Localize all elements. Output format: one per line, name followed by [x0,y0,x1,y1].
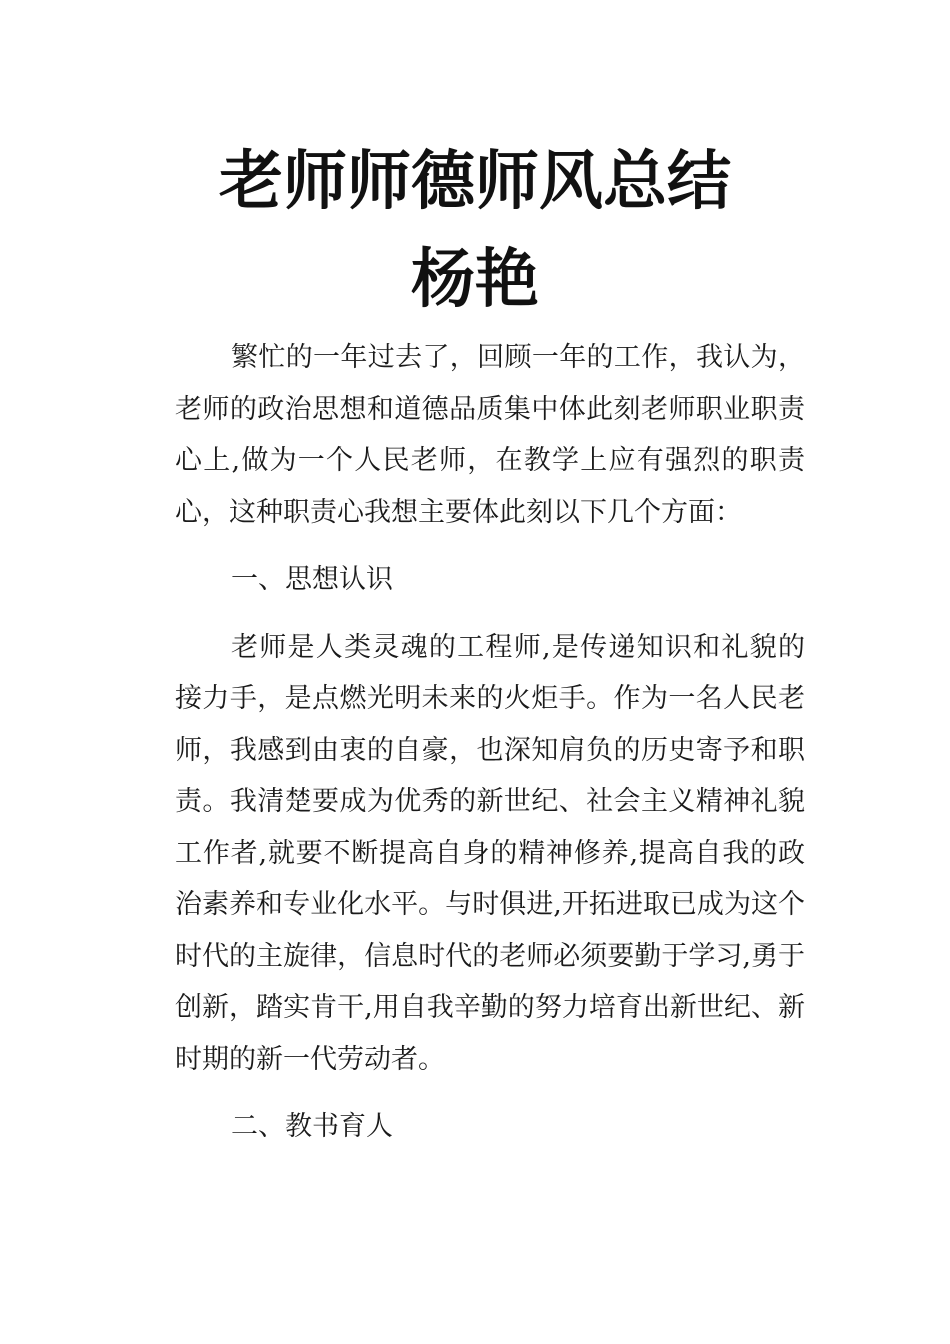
section-heading-1: 一、思想认识 [231,564,393,595]
document-title: 老师师德师风总结 [219,145,731,219]
section-heading-2: 二、教书育人 [231,1111,393,1142]
paragraph-spacer [175,1085,805,1101]
paragraph-spacer [175,606,805,622]
paragraph-section-1: 老师是人类灵魂的工程师,是传递知识和礼貌的接力手，是点燃光明未来的火炬手。作为一名人民老师，我感到由衷的自豪，也深知肩负的历史寄予和职责。我清楚要成为优秀的新世纪、社会主义精神礼貌工作者,就要不断提高自身的精神修养,提高自我的政治素养和专业化水平。与时俱进,开拓进取已成为这个时代的主旋律，信息时代的老师必须要勤于学习,勇于创新，踏实肯干,用自我辛勤的努力培育出新世纪、新时期的新一代劳动者。 [175,631,805,1075]
document-author: 杨艳 [411,243,539,317]
paragraph-intro: 繁忙的一年过去了，回顾一年的工作，我认为，老师的政治思想和道德品质集中体此刻老师职业职责心上,做为一个人民老师，在教学上应有强烈的职责心，这种职责心我想主要体此刻以下几个方面： [175,342,805,528]
document-body [175,332,805,1153]
paragraph-spacer [175,538,805,554]
